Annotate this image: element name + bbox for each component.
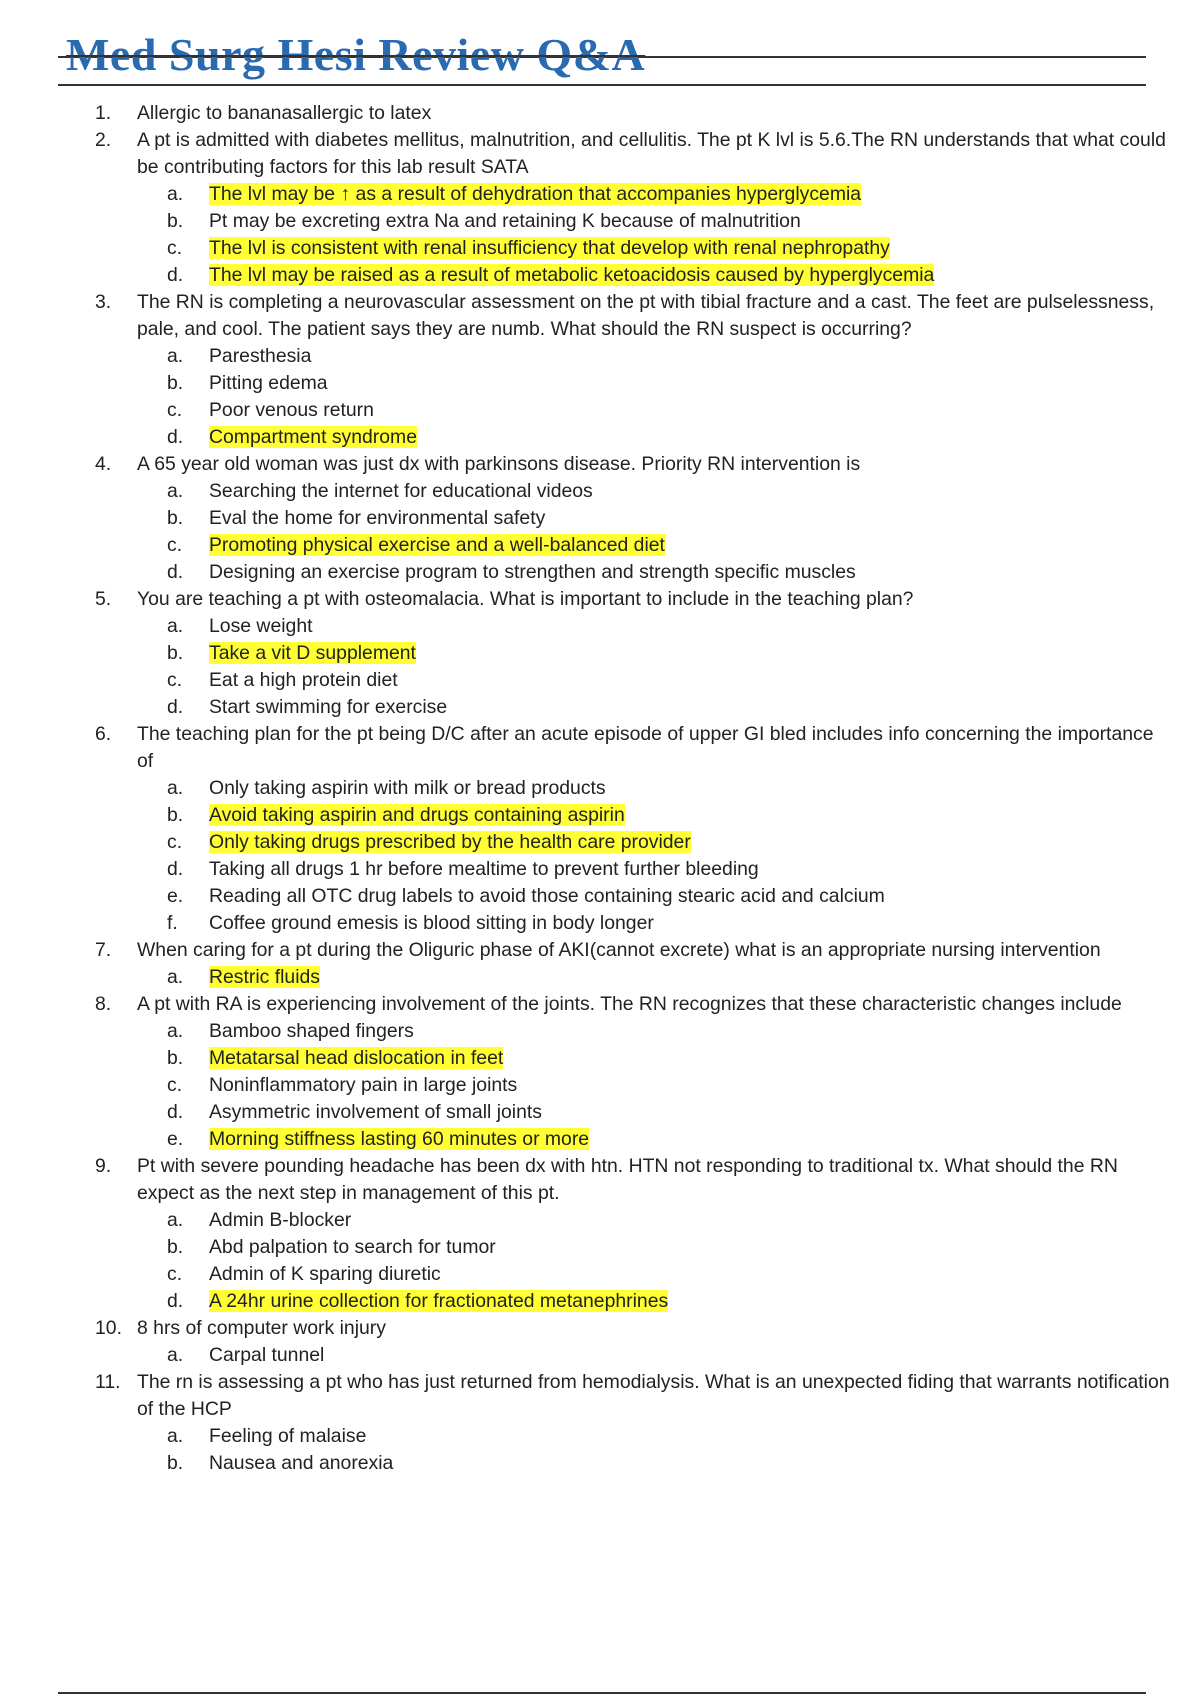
option-letter: c. <box>167 534 183 556</box>
option-letter: d. <box>167 264 184 286</box>
option-text: Admin of K sparing diuretic <box>209 1263 441 1285</box>
option-letter: a. <box>167 1209 184 1231</box>
option-text: Lose weight <box>209 615 313 637</box>
answer-list <box>137 478 1175 586</box>
answer-list <box>137 1423 1175 1477</box>
highlighted-answer-text: Promoting physical exercise and a well-balanced diet <box>209 534 665 556</box>
question-text: Pt with severe pounding headache has been dx with htn. HTN not responding to traditional tx. What should the RN expect as the next step in management of this pt. <box>137 1155 1118 1204</box>
question-item <box>95 721 1175 937</box>
option-letter: b. <box>167 210 184 232</box>
answer-option <box>137 505 1175 532</box>
option-text: Start swimming for exercise <box>209 696 448 718</box>
option-text: Designing an exercise program to strengthen and strength specific muscles <box>209 561 856 583</box>
question-text: A pt with RA is experiencing involvement of the joints. The RN recognizes that these characteristic changes include <box>137 993 1122 1015</box>
option-letter: a. <box>167 1344 184 1366</box>
option-text: Abd palpation to search for tumor <box>209 1236 496 1258</box>
question-item <box>95 451 1175 586</box>
answer-list <box>137 1342 1175 1369</box>
highlighted-answer-text: Morning stiffness lasting 60 minutes or more <box>209 1128 590 1150</box>
option-text: Carpal tunnel <box>209 1344 325 1366</box>
option-letter: a. <box>167 480 184 502</box>
option-letter: b. <box>167 507 184 529</box>
answer-list <box>137 343 1175 451</box>
option-letter: d. <box>167 1290 184 1312</box>
option-letter: b. <box>167 372 184 394</box>
option-letter: c. <box>167 831 183 853</box>
highlighted-answer-text: Compartment syndrome <box>209 426 417 448</box>
option-text: Bamboo shaped fingers <box>209 1020 414 1042</box>
title-block <box>58 28 1146 90</box>
answer-option <box>137 856 1175 883</box>
answer-option <box>137 613 1175 640</box>
option-text: Asymmetric involvement of small joints <box>209 1101 542 1123</box>
question-item <box>95 937 1175 991</box>
answer-option-correct <box>137 1288 1175 1315</box>
answer-option <box>137 910 1175 937</box>
option-letter: d. <box>167 696 184 718</box>
answer-list <box>137 775 1175 937</box>
option-text: Noninflammatory pain in large joints <box>209 1074 518 1096</box>
highlighted-answer-text: A 24hr urine collection for fractionated metanephrines <box>209 1290 669 1312</box>
option-letter: b. <box>167 804 184 826</box>
answer-option <box>137 1207 1175 1234</box>
option-text: Only taking aspirin with milk or bread products <box>209 777 606 799</box>
question-item <box>95 1153 1175 1315</box>
option-text: Taking all drugs 1 hr before mealtime to prevent further bleeding <box>209 858 759 880</box>
page-title: Med Surg Hesi Review Q&A <box>66 29 646 80</box>
option-text: Paresthesia <box>209 345 312 367</box>
option-letter: d. <box>167 426 184 448</box>
answer-option-correct <box>137 1045 1175 1072</box>
option-letter: f. <box>167 912 178 934</box>
question-number: 1. <box>95 102 112 124</box>
question-number: 11. <box>95 1371 121 1393</box>
question-number: 5. <box>95 588 112 610</box>
option-text: Poor venous return <box>209 399 374 421</box>
footer-rule <box>58 1692 1146 1694</box>
answer-option <box>137 775 1175 802</box>
option-letter: c. <box>167 669 183 691</box>
title-underline <box>58 84 1146 86</box>
option-text: Nausea and anorexia <box>209 1452 394 1474</box>
highlighted-answer-text: Only taking drugs prescribed by the health care provider <box>209 831 691 853</box>
option-letter: c. <box>167 1074 183 1096</box>
answer-option-correct <box>137 424 1175 451</box>
question-text: The RN is completing a neurovascular assessment on the pt with tibial fracture and a cast. The feet are pulselessness, pale, and cool. The patient says they are numb. What should the RN suspect is occurring? <box>137 291 1155 340</box>
answer-list <box>137 1207 1175 1315</box>
option-letter: c. <box>167 399 183 421</box>
option-letter: b. <box>167 1236 184 1258</box>
highlighted-answer-text: Metatarsal head dislocation in feet <box>209 1047 504 1069</box>
highlighted-answer-text: Avoid taking aspirin and drugs containing aspirin <box>209 804 625 826</box>
answer-option <box>137 208 1175 235</box>
answer-list <box>137 181 1175 289</box>
answer-option-correct <box>137 235 1175 262</box>
answer-option <box>137 370 1175 397</box>
answer-option <box>137 1261 1175 1288</box>
highlighted-answer-text: The lvl may be raised as a result of metabolic ketoacidosis caused by hyperglycemia <box>209 264 935 286</box>
question-text: The teaching plan for the pt being D/C after an acute episode of upper GI bled includes info concerning the importance of <box>137 723 1154 772</box>
highlighted-answer-text: Take a vit D supplement <box>209 642 416 664</box>
option-text: Searching the internet for educational videos <box>209 480 593 502</box>
option-text: Feeling of malaise <box>209 1425 367 1447</box>
question-number: 2. <box>95 129 112 151</box>
option-text: Reading all OTC drug labels to avoid those containing stearic acid and calcium <box>209 885 885 907</box>
option-letter: a. <box>167 966 184 988</box>
highlighted-answer-text: The lvl may be ↑ as a result of dehydration that accompanies hyperglycemia <box>209 183 862 205</box>
option-text: Pt may be excreting extra Na and retaining K because of malnutrition <box>209 210 801 232</box>
option-letter: a. <box>167 183 184 205</box>
answer-option <box>137 1099 1175 1126</box>
answer-option <box>137 1423 1175 1450</box>
option-text: Pitting edema <box>209 372 328 394</box>
answer-option <box>137 343 1175 370</box>
answer-list <box>137 613 1175 721</box>
option-letter: d. <box>167 1101 184 1123</box>
option-letter: b. <box>167 642 184 664</box>
question-number: 6. <box>95 723 112 745</box>
answer-option <box>137 1234 1175 1261</box>
answer-option <box>137 1072 1175 1099</box>
highlighted-answer-text: The lvl is consistent with renal insufficiency that develop with renal nephropathy <box>209 237 890 259</box>
question-item <box>95 289 1175 451</box>
answer-option-correct <box>137 262 1175 289</box>
answer-option <box>137 667 1175 694</box>
answer-option <box>137 478 1175 505</box>
option-letter: a. <box>167 345 184 367</box>
question-item <box>95 991 1175 1153</box>
option-letter: d. <box>167 561 184 583</box>
answer-list <box>137 1018 1175 1153</box>
option-letter: c. <box>167 237 183 259</box>
answer-list <box>137 964 1175 991</box>
answer-option-correct <box>137 802 1175 829</box>
option-text: Eval the home for environmental safety <box>209 507 546 529</box>
question-text: Allergic to bananasallergic to latex <box>137 102 432 124</box>
option-letter: a. <box>167 777 184 799</box>
option-text: Eat a high protein diet <box>209 669 398 691</box>
answer-option <box>137 397 1175 424</box>
answer-option-correct <box>137 640 1175 667</box>
option-letter: b. <box>167 1047 184 1069</box>
question-item <box>95 1369 1175 1477</box>
question-text: You are teaching a pt with osteomalacia. What is important to include in the teaching plan? <box>137 588 914 610</box>
answer-option-correct <box>137 181 1175 208</box>
option-letter: e. <box>167 885 184 907</box>
answer-option <box>137 694 1175 721</box>
question-item <box>95 1315 1175 1369</box>
question-list <box>95 100 1175 1477</box>
question-number: 10. <box>95 1317 122 1339</box>
answer-option-correct <box>137 1126 1175 1153</box>
option-letter: c. <box>167 1263 183 1285</box>
answer-option <box>137 559 1175 586</box>
question-number: 3. <box>95 291 112 313</box>
option-text: Coffee ground emesis is blood sitting in body longer <box>209 912 654 934</box>
option-letter: d. <box>167 858 184 880</box>
option-text: Admin B-blocker <box>209 1209 352 1231</box>
question-item <box>95 586 1175 721</box>
answer-option-correct <box>137 532 1175 559</box>
question-text: When caring for a pt during the Oliguric phase of AKI(cannot excrete) what is an appropriate nursing intervention <box>137 939 1101 961</box>
question-text: A pt is admitted with diabetes mellitus, malnutrition, and cellulitis. The pt K lvl is 5.6.The RN understands that what could be contributing factors for this lab result SATA <box>137 129 1166 178</box>
answer-option-correct <box>137 829 1175 856</box>
question-number: 4. <box>95 453 112 475</box>
question-item <box>95 100 1175 127</box>
option-letter: a. <box>167 1020 184 1042</box>
answer-option-correct <box>137 964 1175 991</box>
option-letter: a. <box>167 615 184 637</box>
question-text: The rn is assessing a pt who has just returned from hemodialysis. What is an unexpected fiding that warrants notification of the HCP <box>137 1371 1170 1420</box>
answer-option <box>137 1450 1175 1477</box>
highlighted-answer-text: Restric fluids <box>209 966 320 988</box>
question-item <box>95 127 1175 289</box>
question-text: 8 hrs of computer work injury <box>137 1317 386 1339</box>
question-number: 8. <box>95 993 112 1015</box>
answer-option <box>137 883 1175 910</box>
option-letter: a. <box>167 1425 184 1447</box>
answer-option <box>137 1342 1175 1369</box>
option-letter: b. <box>167 1452 184 1474</box>
option-letter: e. <box>167 1128 184 1150</box>
question-text: A 65 year old woman was just dx with parkinsons disease. Priority RN intervention is <box>137 453 861 475</box>
question-number: 7. <box>95 939 112 961</box>
question-number: 9. <box>95 1155 112 1177</box>
answer-option <box>137 1018 1175 1045</box>
